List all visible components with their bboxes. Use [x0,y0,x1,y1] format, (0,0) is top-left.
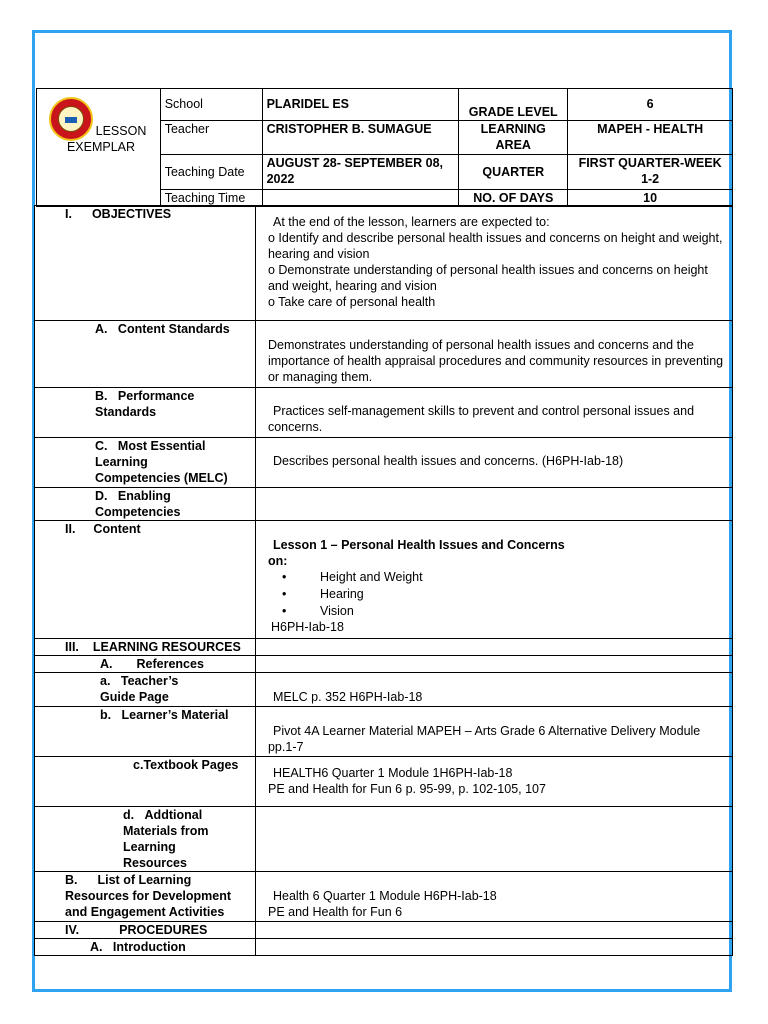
table-row [35,807,733,872]
additional-materials-value [255,807,732,872]
introduction-label: Introduction [112,940,186,954]
melc-value: Describes personal health issues and concerns. (H6PH-Iab-18) [255,438,732,488]
lesson-header-table [36,88,733,207]
performance-standards-label: Performance Standards [95,389,195,419]
additional-materials-label: Addtional Materials from Learning Resources [123,808,209,870]
table-row [35,922,733,939]
grade-level-value: 6 [568,89,733,121]
learners-material-label: Learner’s Material [121,708,229,722]
lesson-plan-table [34,205,733,956]
table-row [35,438,733,488]
content-topics-list [268,569,728,619]
teaching-date-label: Teaching Date [160,154,262,189]
enabling-num: D. [95,489,108,503]
introduction-num: A. [90,940,103,954]
list-item: • Height and Weight [304,569,728,585]
table-row [35,488,733,521]
days-label: NO. OF DAYS [459,189,568,206]
school-logo-cell [37,89,161,190]
objective-item: o Demonstrate understanding of personal health issues and concerns on height and weight, hearing and vision [267,263,708,293]
resources-num: III. [65,640,79,654]
content-standards-value: Demonstrates understanding of personal health issues and concerns and the importance of health appraisal procedures and community resources in preventing or managing them. [255,321,732,388]
procedures-label: PROCEDURES [119,923,208,937]
days-value: 10 [568,189,733,206]
table-row [35,206,733,321]
teaching-date-value: AUGUST 28- SEPTEMBER 08, 2022 [262,154,459,189]
objectives-num: I. [65,207,72,221]
procedures-num: IV. [65,923,80,937]
objective-item: o Identify and describe personal health issues and concerns on height and weight, hearing and vision [267,231,723,261]
table-row [35,872,733,922]
learners-material-value: Pivot 4A Learner Material MAPEH – Arts Grade 6 Alternative Delivery Module pp.1-7 [255,707,732,757]
teachers-guide-value: MELC p. 352 H6PH-Iab-18 [255,673,732,707]
textbook-value-2: PE and Health for Fun 6 p. 95-99, p. 102-105, 107 [267,782,546,796]
content-standards-num: A. [95,322,108,336]
lesson-on-label: on: [267,554,288,568]
lesson-label: LESSON [95,124,147,138]
learning-area-label: LEARNING AREA [459,120,568,154]
melc-num: C. [95,439,108,453]
procedures-value [255,922,732,939]
list-item: • Vision [304,603,728,619]
objectives-intro: At the end of the lesson, learners are expected to: [272,215,550,229]
school-value: PLARIDEL ES [262,89,459,121]
objectives-label: OBJECTIVES [91,207,172,221]
teachers-guide-label: Teacher’s Guide Page [100,674,179,704]
resources-value [255,639,732,656]
list-resources-value-2: PE and Health for Fun 6 [267,905,403,919]
table-row [35,656,733,673]
table-row [35,521,733,639]
resources-label: LEARNING RESOURCES [92,640,241,654]
content-code: H6PH-Iab-18 [270,620,344,634]
references-num: A. [100,657,113,671]
content-num: II. [65,522,76,536]
content-label: Content [93,522,141,536]
teacher-value: CRISTOPHER B. SUMAGUE [262,120,459,154]
learners-material-num: b. [100,708,112,722]
introduction-value [255,939,732,956]
teachers-guide-num: a. [100,674,111,688]
table-row [35,673,733,707]
table-row [35,639,733,656]
list-resources-label: List of Learning Resources for Development and Engagement Activities [65,873,232,919]
quarter-value: FIRST QUARTER-WEEK 1-2 [568,154,733,189]
teacher-label: Teacher [160,120,262,154]
grade-level-label: GRADE LEVEL [459,89,568,121]
list-resources-num: B. [65,873,78,887]
table-row [35,757,733,807]
enabling-value [255,488,732,521]
list-resources-value-1: Health 6 Quarter 1 Module H6PH-Iab-18 [272,889,497,903]
learning-area-value: MAPEH - HEALTH [568,120,733,154]
additional-materials-num: d. [123,808,135,822]
lesson-title: Lesson 1 – Personal Health Issues and Concerns [272,538,565,552]
table-row [35,388,733,438]
performance-standards-num: B. [95,389,108,403]
table-row [35,321,733,388]
melc-label: Most Essential Learning Competencies (MELC) [95,439,228,485]
objective-item: o Take care of personal health [267,295,436,309]
list-item: • Hearing [304,586,728,602]
performance-standards-value: Practices self-management skills to prevent and control personal issues and concerns. [255,388,732,438]
exemplar-label: EXEMPLAR [66,140,136,154]
content-standards-label: Content Standards [117,322,230,336]
textbook-num: c. [133,758,144,772]
references-value [255,656,732,673]
teaching-time-value [262,189,459,206]
enabling-label: Enabling Competencies [95,489,181,519]
table-row [35,939,733,956]
quarter-label: QUARTER [459,154,568,189]
teaching-time-label: Teaching Time [160,189,262,206]
school-label: School [160,89,262,121]
logo-cell-bottom [37,189,161,206]
table-row [35,707,733,757]
textbook-label: Textbook Pages [143,758,239,772]
references-label: References [136,657,204,671]
textbook-value-1: HEALTH6 Quarter 1 Module 1H6PH-Iab-18 [272,766,513,780]
